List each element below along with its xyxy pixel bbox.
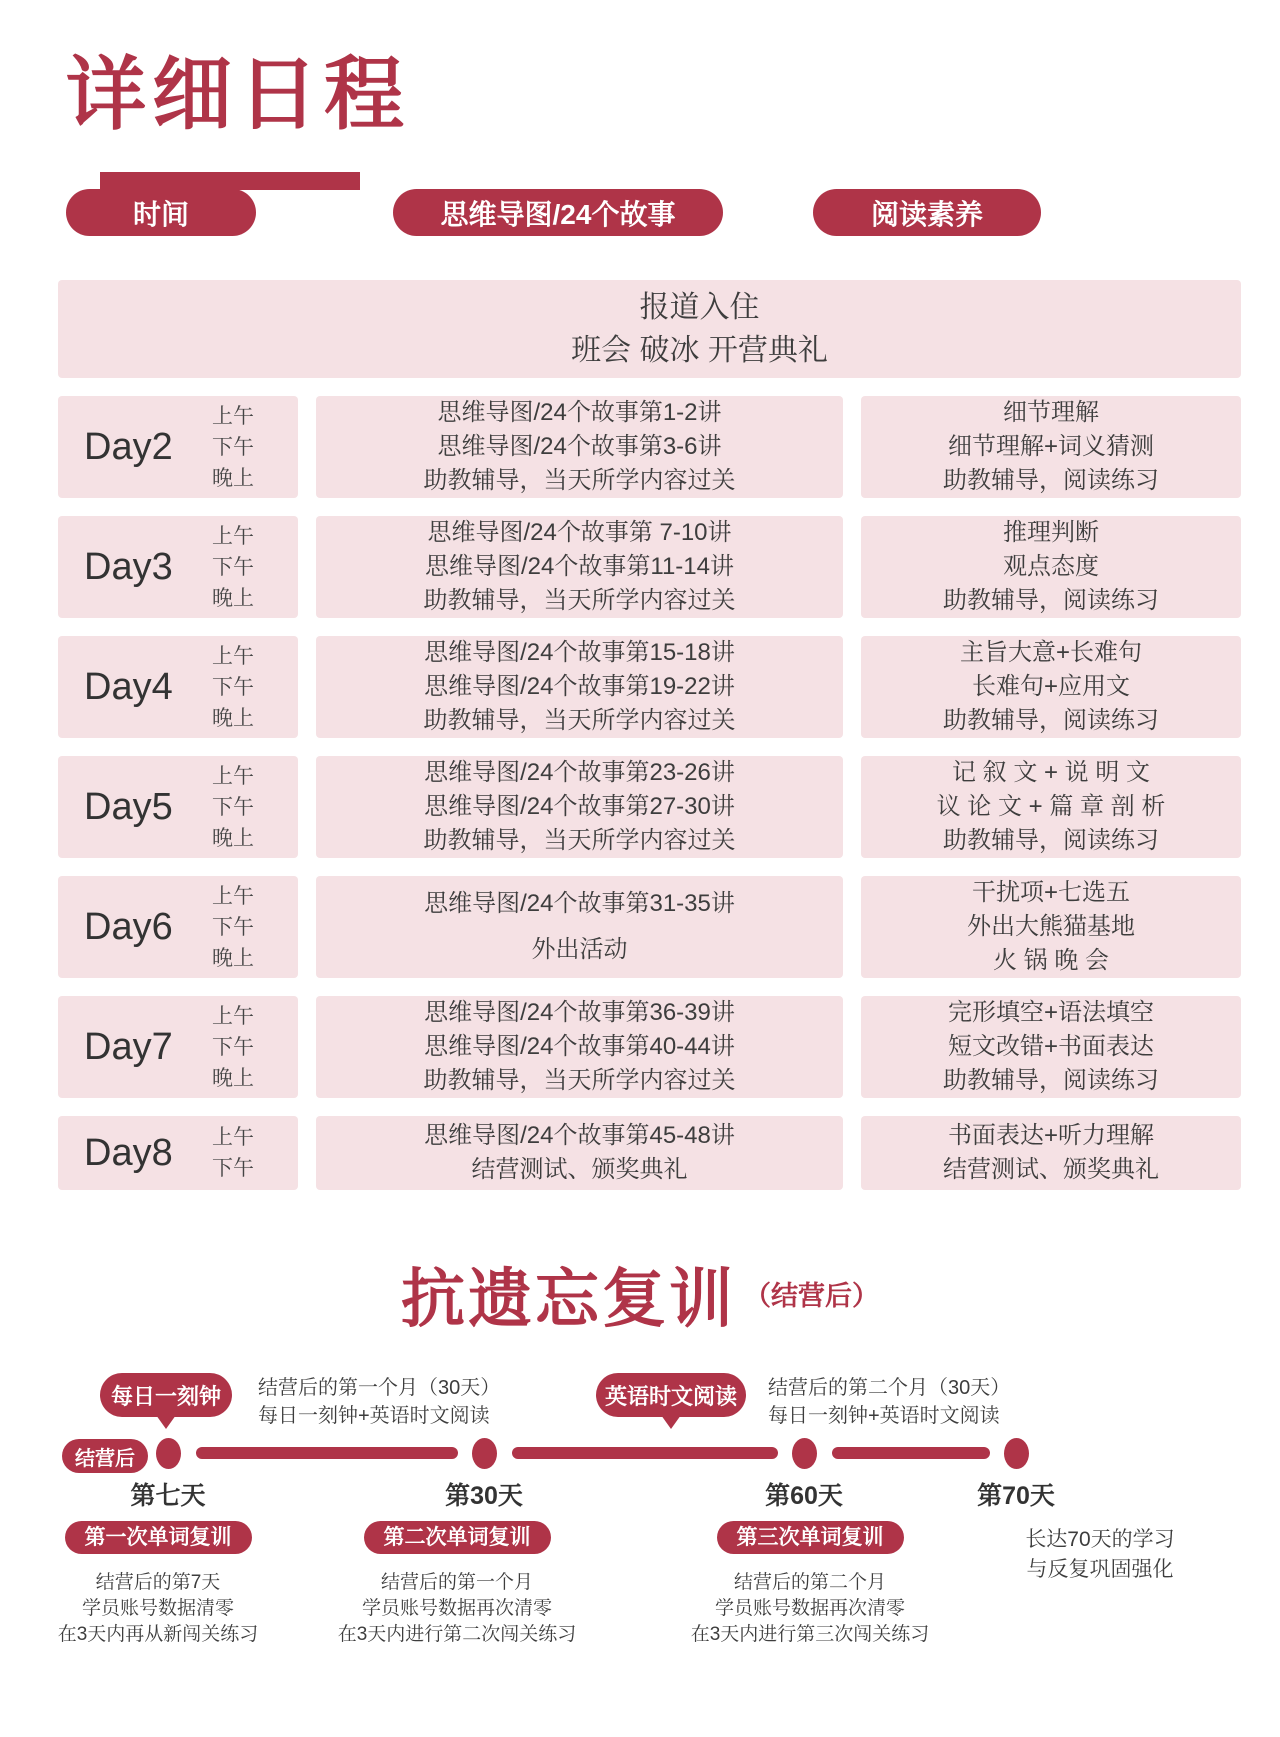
day-label: Day6 <box>84 906 173 948</box>
cell-line: 细节理解+词义猜测 <box>947 433 1154 460</box>
time-label: 晚上 <box>212 946 254 970</box>
day-label: Day5 <box>84 786 173 828</box>
review-line: 结营后的第7天 <box>95 1572 221 1593</box>
section2-title-suffix: （结营后） <box>744 1281 879 1311</box>
cell-line: 思维导图/24个故事第19-22讲 <box>424 673 735 700</box>
cell-line: 思维导图/24个故事第 7-10讲 <box>427 519 732 546</box>
time-label: 晚上 <box>212 586 254 610</box>
cell-line: 思维导图/24个故事第1-2讲 <box>437 399 722 426</box>
review-line: 学员账号数据再次清零 <box>361 1598 552 1619</box>
time-label: 晚上 <box>212 1066 254 1090</box>
cell-line: 助教辅导，当天所学内容过关 <box>423 1067 736 1094</box>
time-label: 下午 <box>212 795 254 819</box>
review-line: 学员账号数据清零 <box>81 1598 234 1619</box>
review-block-2 <box>287 1521 627 1648</box>
time-label: 下午 <box>212 1035 254 1059</box>
cell-line: 助教辅导，当天所学内容过关 <box>423 827 736 854</box>
timeline-dot <box>156 1438 181 1469</box>
timeline-note-line: 结营后的第一个月（30天） <box>258 1377 501 1399</box>
cell-line: 议 论 文 + 篇 章 剖 析 <box>936 793 1166 820</box>
time-label: 上午 <box>212 404 254 428</box>
timeline-segment <box>832 1447 990 1459</box>
cell-line: 助教辅导，阅读练习 <box>943 467 1159 494</box>
english-reading-bubble: 英语时文阅读 <box>596 1373 746 1417</box>
cell-line: 思维导图/24个故事第11-14讲 <box>425 553 734 580</box>
milestone-label: 第30天 <box>445 1482 523 1510</box>
cell-line: 思维导图/24个故事第40-44讲 <box>424 1033 735 1060</box>
review-line: 在3天内进行第三次闯关练习 <box>690 1624 930 1645</box>
review-block-1 <box>0 1521 328 1648</box>
review-pill: 第三次单词复训 <box>717 1521 904 1554</box>
cell-line: 推理判断 <box>1003 519 1099 546</box>
camp-end-start-pill: 结营后 <box>62 1439 148 1473</box>
timeline-note-month1 <box>258 1374 500 1430</box>
time-label: 上午 <box>212 644 254 668</box>
cell-line: 助教辅导，阅读练习 <box>943 827 1159 854</box>
cell-line: 结营测试、颁奖典礼 <box>943 1156 1159 1183</box>
column-header-reading-literacy: 阅读素养 <box>813 189 1041 236</box>
time-label: 上午 <box>212 1126 254 1149</box>
time-label: 上午 <box>212 884 254 908</box>
column-header-time: 时间 <box>66 189 256 236</box>
cell-line: 思维导图/24个故事第3-6讲 <box>437 433 722 460</box>
cell-line: 思维导图/24个故事第23-26讲 <box>424 759 735 786</box>
review-line: 学员账号数据再次清零 <box>714 1598 905 1619</box>
cell-line: 助教辅导，当天所学内容过关 <box>423 467 736 494</box>
cell-line: 报道入住 <box>639 291 760 324</box>
timeline-note-line: 每日一刻钟+英语时文阅读 <box>258 1405 490 1427</box>
review-pill: 第二次单词复训 <box>364 1521 551 1554</box>
time-label: 上午 <box>212 764 254 788</box>
timeline-segment <box>512 1447 778 1459</box>
review-block-3 <box>640 1521 980 1648</box>
day-label: Day4 <box>84 666 173 708</box>
milestone-label: 第70天 <box>977 1482 1055 1510</box>
timeline-dot <box>1004 1438 1029 1469</box>
cell-line: 助教辅导，阅读练习 <box>943 707 1159 734</box>
cell-line: 长难句+应用文 <box>971 673 1130 700</box>
timeline-note-month2 <box>768 1374 1010 1430</box>
day-label: Day7 <box>84 1026 173 1068</box>
review-pill: 第一次单词复训 <box>65 1521 252 1554</box>
cell-line: 结营测试、颁奖典礼 <box>471 1156 688 1183</box>
cell-line: 思维导图/24个故事第31-35讲 <box>424 890 735 918</box>
cell-line: 细节理解 <box>1003 399 1099 426</box>
milestone-label: 第七天 <box>130 1482 206 1510</box>
cell-line: 助教辅导，阅读练习 <box>943 587 1159 614</box>
timeline-dot <box>792 1438 817 1469</box>
timeline-note-line: 结营后的第二个月（30天） <box>768 1377 1011 1399</box>
review-line: 结营后的第一个月 <box>380 1572 533 1593</box>
time-label: 下午 <box>212 555 254 579</box>
time-label: 上午 <box>212 1004 254 1028</box>
time-label: 晚上 <box>212 826 254 850</box>
cell-line: 主旨大意+长难句 <box>959 639 1142 666</box>
cell-line: 完形填空+语法填空 <box>947 999 1154 1026</box>
review-line: 结营后的第二个月 <box>733 1572 886 1593</box>
cell-line: 助教辅导，阅读练习 <box>943 1067 1159 1094</box>
time-label: 上午 <box>212 524 254 548</box>
section2-title-main: 抗遗忘复训 <box>401 1263 736 1335</box>
cell-line: 班会 破冰 开营典礼 <box>571 334 828 367</box>
cell-line: 助教辅导，当天所学内容过关 <box>423 707 736 734</box>
timeline-dot <box>472 1438 497 1469</box>
day-label: Day2 <box>84 426 173 468</box>
milestone-label: 第60天 <box>765 1482 843 1510</box>
day-label: Day3 <box>84 546 173 588</box>
time-label: 下午 <box>212 675 254 699</box>
cell-line: 火 锅 晚 会 <box>992 947 1109 974</box>
review-line: 在3天内进行第二次闯关练习 <box>337 1624 577 1645</box>
page-title: 详细日程 <box>66 50 410 139</box>
cell-line: 思维导图/24个故事第45-48讲 <box>424 1122 735 1149</box>
closing-note-line: 与反复巩固强化 <box>1026 1558 1174 1581</box>
time-label: 下午 <box>212 915 254 939</box>
cell-line: 助教辅导，当天所学内容过关 <box>423 587 736 614</box>
cell-line: 外出大熊猫基地 <box>967 913 1135 940</box>
cell-line: 短文改错+书面表达 <box>947 1033 1154 1060</box>
time-label: 下午 <box>212 1157 254 1180</box>
closing-note <box>990 1525 1210 1585</box>
timeline-note-line: 每日一刻钟+英语时文阅读 <box>768 1405 1000 1427</box>
daily-quarter-hour-bubble: 每日一刻钟 <box>100 1373 232 1417</box>
closing-note-line: 长达70天的学习 <box>1025 1528 1175 1551</box>
day-label: Day8 <box>84 1132 173 1174</box>
cell-line: 思维导图/24个故事第27-30讲 <box>424 793 735 820</box>
time-label: 晚上 <box>212 706 254 730</box>
cell-line: 思维导图/24个故事第36-39讲 <box>424 999 735 1026</box>
time-label: 下午 <box>212 435 254 459</box>
cell-line: 外出活动 <box>531 935 628 963</box>
cell-line: 思维导图/24个故事第15-18讲 <box>424 639 735 666</box>
review-line: 在3天内再从新闯关练习 <box>57 1624 259 1645</box>
cell-line: 观点态度 <box>1003 553 1099 580</box>
cell-line: 书面表达+听力理解 <box>947 1122 1154 1149</box>
cell-line: 干扰项+七选五 <box>971 879 1130 906</box>
cell-line: 记 叙 文 + 说 明 文 <box>951 759 1151 786</box>
time-label: 晚上 <box>212 466 254 490</box>
column-header-mindmap-stories: 思维导图/24个故事 <box>393 189 723 236</box>
timeline-segment <box>196 1447 458 1459</box>
